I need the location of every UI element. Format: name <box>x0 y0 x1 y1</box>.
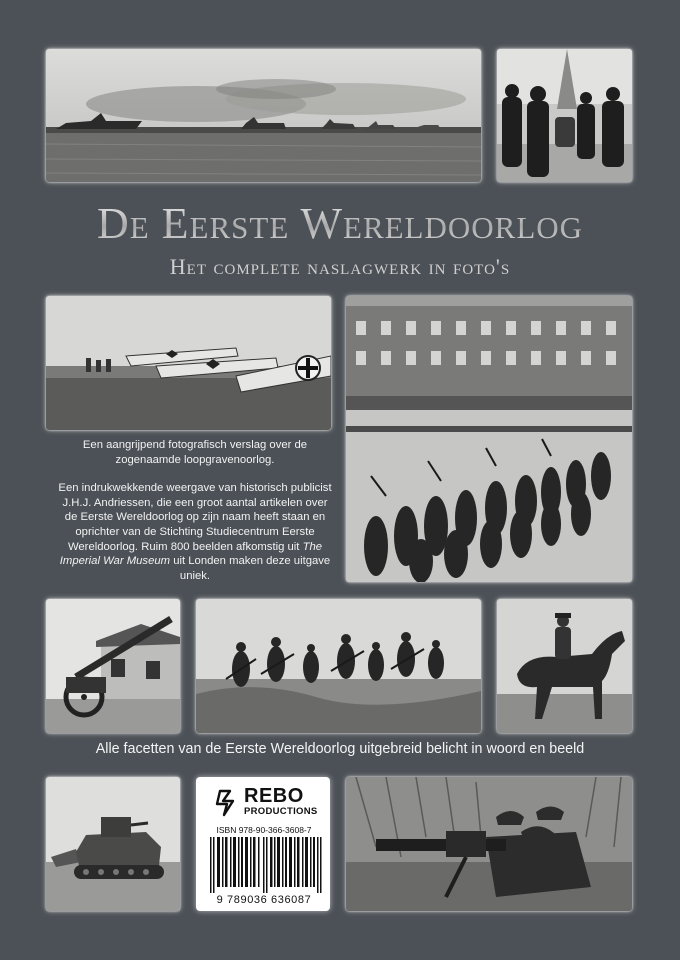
photo-soldiers-charge <box>196 599 481 733</box>
photo-machine-gun-crew <box>346 777 632 911</box>
isbn-label: ISBN 978-90-366-3608-7 <box>216 825 312 835</box>
photo-officer-horse <box>497 599 632 733</box>
tagline: Alle facetten van de Eerste Wereldoorlog uitgebreid belicht in woord en beeld <box>95 741 585 757</box>
photo-tank <box>46 777 180 911</box>
publisher-name: REBO <box>244 785 304 807</box>
title: De Eerste Wereldoorlog <box>0 198 680 249</box>
photo-battleship-fleet <box>46 49 481 182</box>
photo-biplanes-airfield <box>46 296 331 430</box>
rebo-logo-icon <box>214 787 240 817</box>
blurb-text: Een indrukwekkende weergave van historisch publicist J.H.J. Andriessen, die een groot aantal artikelen over de Eerste Wereldoorlog op zijn naam heeft staan en oprichter van de Stichting Studiecentrum Eerste Wereldoorlog. Ruim 800 beelden afkomstig uit <box>58 482 332 553</box>
subtitle: Het complete naslagwerk in foto's <box>169 254 511 279</box>
blurb-source-italic: The Imperial War Museum <box>59 540 323 568</box>
photo-artillery-gun-house <box>46 599 180 733</box>
photo-civilians-street <box>497 49 632 182</box>
publisher-logo <box>214 785 318 821</box>
blurb-paragraph-1: Een aangrijpend fotografisch verslag over de zogenaamde loopgravenoorlog. <box>82 439 308 466</box>
photo-marching-troops-city <box>346 296 632 582</box>
blurb-paragraph-2 <box>55 481 335 583</box>
blurb-text-end: uit Londen maken deze uitgave uniek. <box>170 555 331 582</box>
blurb <box>55 438 335 597</box>
barcode-number: 9 789036 636087 <box>216 894 312 906</box>
barcode <box>210 837 322 893</box>
barcode-box <box>196 777 330 911</box>
publisher-sub: PRODUCTIONS <box>244 806 318 817</box>
